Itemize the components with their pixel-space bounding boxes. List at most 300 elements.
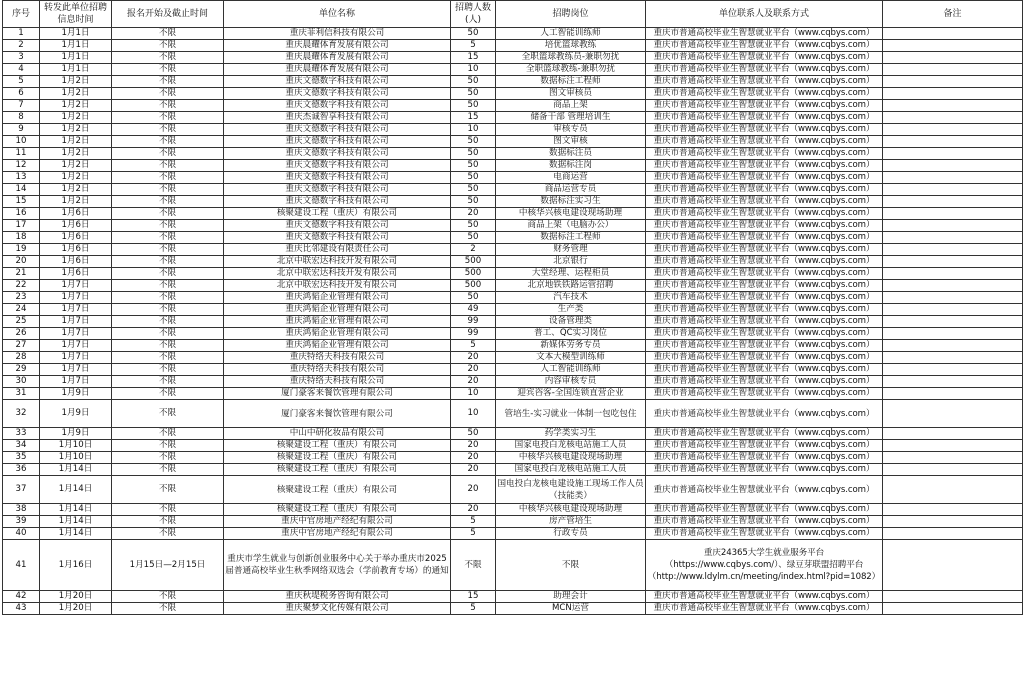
cell-position: 储备干部 管理培训生 — [496, 112, 646, 124]
cell-company: 核聚建设工程（重庆）有限公司 — [224, 464, 451, 476]
cell-signup-period: 不限 — [112, 40, 224, 52]
cell-forward-date: 1月2日 — [40, 172, 112, 184]
table-row — [3, 376, 1023, 388]
cell-contact: 重庆市普通高校毕业生智慧就业平台（www.cqbys.com） — [646, 603, 883, 615]
cell-signup-period: 不限 — [112, 388, 224, 400]
cell-seq: 11 — [3, 148, 40, 160]
cell-forward-date: 1月7日 — [40, 352, 112, 364]
cell-contact: 重庆24365大学生就业服务平台（https://www.cqbys.com/）、绿豆芽联盟招聘平台（http://www.ldylm.cn/meeting/index.html?pid=1082） — [646, 540, 883, 591]
cell-note — [883, 603, 1023, 615]
cell-company: 重庆中官房地产经纪有限公司 — [224, 528, 451, 540]
cell-company: 重庆特络夫科技有限公司 — [224, 364, 451, 376]
table-row — [3, 52, 1023, 64]
cell-count: 20 — [451, 352, 496, 364]
table-row — [3, 440, 1023, 452]
cell-note — [883, 160, 1023, 172]
cell-seq: 16 — [3, 208, 40, 220]
cell-note — [883, 516, 1023, 528]
cell-position: 商品运营专员 — [496, 184, 646, 196]
table-row — [3, 352, 1023, 364]
cell-forward-date: 1月1日 — [40, 52, 112, 64]
cell-position: 设备管理类 — [496, 316, 646, 328]
cell-position: 中核华兴核电建设现场助理 — [496, 452, 646, 464]
cell-count: 50 — [451, 148, 496, 160]
cell-company: 重庆特络夫科技有限公司 — [224, 376, 451, 388]
cell-seq: 22 — [3, 280, 40, 292]
cell-note — [883, 440, 1023, 452]
cell-note — [883, 528, 1023, 540]
cell-position: 图文审核 — [496, 136, 646, 148]
cell-company: 重庆文德数字科技有限公司 — [224, 196, 451, 208]
cell-seq: 2 — [3, 40, 40, 52]
cell-position: 人工智能训练师 — [496, 28, 646, 40]
cell-seq: 7 — [3, 100, 40, 112]
cell-note — [883, 388, 1023, 400]
cell-seq: 29 — [3, 364, 40, 376]
cell-forward-date: 1月9日 — [40, 400, 112, 428]
cell-signup-period: 不限 — [112, 316, 224, 328]
table-row — [3, 88, 1023, 100]
cell-company: 重庆鸿韬企业管理有限公司 — [224, 316, 451, 328]
cell-note — [883, 256, 1023, 268]
cell-note — [883, 124, 1023, 136]
table-row — [3, 316, 1023, 328]
cell-count: 50 — [451, 88, 496, 100]
cell-signup-period: 不限 — [112, 400, 224, 428]
table-row — [3, 428, 1023, 440]
table-row — [3, 476, 1023, 504]
cell-company: 重庆文德数字科技有限公司 — [224, 148, 451, 160]
cell-signup-period: 不限 — [112, 244, 224, 256]
cell-signup-period: 不限 — [112, 220, 224, 232]
cell-count: 20 — [451, 440, 496, 452]
table-row — [3, 540, 1023, 591]
cell-forward-date: 1月14日 — [40, 528, 112, 540]
header-row — [3, 1, 1023, 28]
cell-signup-period: 不限 — [112, 208, 224, 220]
cell-seq: 20 — [3, 256, 40, 268]
cell-forward-date: 1月9日 — [40, 388, 112, 400]
cell-signup-period: 不限 — [112, 64, 224, 76]
cell-note — [883, 340, 1023, 352]
cell-contact: 重庆市普通高校毕业生智慧就业平台（www.cqbys.com） — [646, 268, 883, 280]
cell-forward-date: 1月16日 — [40, 540, 112, 591]
cell-contact: 重庆市普通高校毕业生智慧就业平台（www.cqbys.com） — [646, 440, 883, 452]
cell-seq: 3 — [3, 52, 40, 64]
cell-contact: 重庆市普通高校毕业生智慧就业平台（www.cqbys.com） — [646, 28, 883, 40]
recruitment-table — [2, 0, 1023, 615]
cell-signup-period: 不限 — [112, 268, 224, 280]
cell-count: 500 — [451, 268, 496, 280]
cell-contact: 重庆市普通高校毕业生智慧就业平台（www.cqbys.com） — [646, 196, 883, 208]
cell-contact: 重庆市普通高校毕业生智慧就业平台（www.cqbys.com） — [646, 40, 883, 52]
cell-count: 2 — [451, 244, 496, 256]
cell-seq: 21 — [3, 268, 40, 280]
cell-count: 不限 — [451, 540, 496, 591]
cell-forward-date: 1月7日 — [40, 280, 112, 292]
cell-count: 15 — [451, 112, 496, 124]
header-position: 招聘岗位 — [496, 1, 646, 28]
cell-position: 生产类 — [496, 304, 646, 316]
cell-count: 10 — [451, 124, 496, 136]
table-row — [3, 64, 1023, 76]
cell-forward-date: 1月6日 — [40, 208, 112, 220]
cell-note — [883, 76, 1023, 88]
cell-company: 重庆晨耀体育发展有限公司 — [224, 52, 451, 64]
cell-seq: 38 — [3, 504, 40, 516]
cell-count: 50 — [451, 172, 496, 184]
cell-position: 中核华兴核电建设现场助理 — [496, 208, 646, 220]
cell-forward-date: 1月14日 — [40, 476, 112, 504]
cell-contact: 重庆市普通高校毕业生智慧就业平台（www.cqbys.com） — [646, 136, 883, 148]
cell-position: 普工、QC实习岗位 — [496, 328, 646, 340]
cell-seq: 8 — [3, 112, 40, 124]
cell-forward-date: 1月2日 — [40, 112, 112, 124]
cell-forward-date: 1月14日 — [40, 504, 112, 516]
cell-forward-date: 1月7日 — [40, 328, 112, 340]
cell-seq: 18 — [3, 232, 40, 244]
cell-forward-date: 1月6日 — [40, 256, 112, 268]
table-row — [3, 124, 1023, 136]
cell-note — [883, 52, 1023, 64]
cell-signup-period: 不限 — [112, 516, 224, 528]
cell-contact: 重庆市普通高校毕业生智慧就业平台（www.cqbys.com） — [646, 232, 883, 244]
table-row — [3, 304, 1023, 316]
cell-signup-period: 不限 — [112, 340, 224, 352]
cell-forward-date: 1月6日 — [40, 268, 112, 280]
cell-seq: 27 — [3, 340, 40, 352]
cell-forward-date: 1月10日 — [40, 452, 112, 464]
cell-count: 20 — [451, 364, 496, 376]
cell-note — [883, 464, 1023, 476]
cell-position: 审核专员 — [496, 124, 646, 136]
cell-company: 重庆鸿韬企业管理有限公司 — [224, 292, 451, 304]
cell-note — [883, 292, 1023, 304]
cell-company: 重庆文德数字科技有限公司 — [224, 136, 451, 148]
cell-company: 北京中联宏达科技开发有限公司 — [224, 280, 451, 292]
cell-seq: 12 — [3, 160, 40, 172]
table-row — [3, 160, 1023, 172]
cell-contact: 重庆市普通高校毕业生智慧就业平台（www.cqbys.com） — [646, 184, 883, 196]
cell-forward-date: 1月7日 — [40, 304, 112, 316]
cell-contact: 重庆市普通高校毕业生智慧就业平台（www.cqbys.com） — [646, 256, 883, 268]
cell-position: 不限 — [496, 540, 646, 591]
cell-count: 10 — [451, 64, 496, 76]
cell-note — [883, 172, 1023, 184]
table-row — [3, 292, 1023, 304]
cell-signup-period: 不限 — [112, 280, 224, 292]
cell-position: 全职篮球教练员-兼职勿扰 — [496, 52, 646, 64]
cell-signup-period: 不限 — [112, 304, 224, 316]
cell-contact: 重庆市普通高校毕业生智慧就业平台（www.cqbys.com） — [646, 112, 883, 124]
cell-signup-period: 不限 — [112, 124, 224, 136]
cell-count: 5 — [451, 603, 496, 615]
cell-seq: 40 — [3, 528, 40, 540]
cell-signup-period: 不限 — [112, 100, 224, 112]
cell-contact: 重庆市普通高校毕业生智慧就业平台（www.cqbys.com） — [646, 172, 883, 184]
cell-contact: 重庆市普通高校毕业生智慧就业平台（www.cqbys.com） — [646, 76, 883, 88]
cell-contact: 重庆市普通高校毕业生智慧就业平台（www.cqbys.com） — [646, 124, 883, 136]
cell-note — [883, 352, 1023, 364]
cell-position: 汽车技术 — [496, 292, 646, 304]
table-row — [3, 528, 1023, 540]
cell-contact: 重庆市普通高校毕业生智慧就业平台（www.cqbys.com） — [646, 340, 883, 352]
cell-seq: 35 — [3, 452, 40, 464]
cell-company: 重庆鸿韬企业管理有限公司 — [224, 340, 451, 352]
cell-note — [883, 400, 1023, 428]
cell-seq: 36 — [3, 464, 40, 476]
cell-note — [883, 304, 1023, 316]
cell-position: 电商运营 — [496, 172, 646, 184]
cell-contact: 重庆市普通高校毕业生智慧就业平台（www.cqbys.com） — [646, 148, 883, 160]
cell-company: 重庆文德数字科技有限公司 — [224, 232, 451, 244]
cell-company: 重庆杰诚智享科技有限公司 — [224, 112, 451, 124]
cell-seq: 10 — [3, 136, 40, 148]
cell-note — [883, 316, 1023, 328]
cell-seq: 6 — [3, 88, 40, 100]
cell-forward-date: 1月9日 — [40, 428, 112, 440]
cell-forward-date: 1月20日 — [40, 591, 112, 603]
cell-contact: 重庆市普通高校毕业生智慧就业平台（www.cqbys.com） — [646, 388, 883, 400]
cell-signup-period: 不限 — [112, 328, 224, 340]
table-row — [3, 256, 1023, 268]
table-row — [3, 603, 1023, 615]
cell-company: 厦门豪客来餐饮管理有限公司 — [224, 400, 451, 428]
cell-signup-period: 不限 — [112, 440, 224, 452]
cell-count: 5 — [451, 528, 496, 540]
cell-count: 15 — [451, 591, 496, 603]
table-row — [3, 232, 1023, 244]
cell-signup-period: 不限 — [112, 184, 224, 196]
cell-company: 重庆文德数字科技有限公司 — [224, 124, 451, 136]
cell-forward-date: 1月2日 — [40, 136, 112, 148]
cell-seq: 34 — [3, 440, 40, 452]
cell-position: 内容审核专员 — [496, 376, 646, 388]
cell-forward-date: 1月2日 — [40, 88, 112, 100]
cell-count: 20 — [451, 452, 496, 464]
cell-count: 50 — [451, 292, 496, 304]
cell-contact: 重庆市普通高校毕业生智慧就业平台（www.cqbys.com） — [646, 591, 883, 603]
cell-contact: 重庆市普通高校毕业生智慧就业平台（www.cqbys.com） — [646, 476, 883, 504]
cell-note — [883, 184, 1023, 196]
cell-forward-date: 1月2日 — [40, 76, 112, 88]
table-row — [3, 136, 1023, 148]
cell-signup-period: 不限 — [112, 504, 224, 516]
cell-contact: 重庆市普通高校毕业生智慧就业平台（www.cqbys.com） — [646, 516, 883, 528]
cell-company: 重庆文德数字科技有限公司 — [224, 76, 451, 88]
table-row — [3, 364, 1023, 376]
cell-seq: 17 — [3, 220, 40, 232]
cell-company: 重庆鸿韬企业管理有限公司 — [224, 304, 451, 316]
cell-count: 50 — [451, 100, 496, 112]
cell-note — [883, 136, 1023, 148]
cell-position: 国电投白龙核电建设施工现场工作人员（技能类） — [496, 476, 646, 504]
cell-seq: 23 — [3, 292, 40, 304]
cell-signup-period: 不限 — [112, 528, 224, 540]
table-row — [3, 464, 1023, 476]
cell-count: 50 — [451, 76, 496, 88]
cell-company: 重庆市学生就业与创新创业服务中心关于举办重庆市2025届普通高校毕业生秋季网络双选会（学前教育专场）的通知 — [224, 540, 451, 591]
cell-signup-period: 不限 — [112, 452, 224, 464]
cell-note — [883, 244, 1023, 256]
table-row — [3, 148, 1023, 160]
cell-company: 重庆鸿韬企业管理有限公司 — [224, 328, 451, 340]
cell-signup-period: 不限 — [112, 88, 224, 100]
cell-company: 中山中研化妆品有限公司 — [224, 428, 451, 440]
cell-note — [883, 28, 1023, 40]
cell-position: 图文审核员 — [496, 88, 646, 100]
cell-position: 数据标注岗 — [496, 160, 646, 172]
cell-contact: 重庆市普通高校毕业生智慧就业平台（www.cqbys.com） — [646, 52, 883, 64]
cell-signup-period: 不限 — [112, 364, 224, 376]
table-row — [3, 388, 1023, 400]
cell-seq: 39 — [3, 516, 40, 528]
cell-note — [883, 112, 1023, 124]
cell-note — [883, 364, 1023, 376]
cell-count: 50 — [451, 232, 496, 244]
cell-note — [883, 196, 1023, 208]
cell-position: 管培生-实习就业一体制一包吃包住 — [496, 400, 646, 428]
cell-position: 全职篮球教练-兼职勿扰 — [496, 64, 646, 76]
cell-signup-period: 不限 — [112, 591, 224, 603]
cell-count: 5 — [451, 340, 496, 352]
cell-forward-date: 1月7日 — [40, 364, 112, 376]
cell-forward-date: 1月2日 — [40, 100, 112, 112]
table-row — [3, 208, 1023, 220]
header-contact: 单位联系人及联系方式 — [646, 1, 883, 28]
cell-contact: 重庆市普通高校毕业生智慧就业平台（www.cqbys.com） — [646, 364, 883, 376]
cell-signup-period: 不限 — [112, 136, 224, 148]
table-row — [3, 244, 1023, 256]
cell-position: MCN运营 — [496, 603, 646, 615]
cell-contact: 重庆市普通高校毕业生智慧就业平台（www.cqbys.com） — [646, 328, 883, 340]
cell-position: 商品上架（电脑办公） — [496, 220, 646, 232]
cell-seq: 9 — [3, 124, 40, 136]
cell-company: 核聚建设工程（重庆）有限公司 — [224, 504, 451, 516]
cell-count: 20 — [451, 376, 496, 388]
cell-note — [883, 376, 1023, 388]
cell-company: 重庆晨耀体育发展有限公司 — [224, 40, 451, 52]
cell-count: 50 — [451, 196, 496, 208]
cell-contact: 重庆市普通高校毕业生智慧就业平台（www.cqbys.com） — [646, 100, 883, 112]
cell-forward-date: 1月6日 — [40, 244, 112, 256]
cell-note — [883, 40, 1023, 52]
cell-company: 重庆比邻建设有限责任公司 — [224, 244, 451, 256]
header-signup-period: 报名开始及截止时间 — [112, 1, 224, 28]
cell-company: 北京中联宏达科技开发有限公司 — [224, 256, 451, 268]
cell-company: 核聚建设工程（重庆）有限公司 — [224, 440, 451, 452]
cell-note — [883, 504, 1023, 516]
cell-seq: 33 — [3, 428, 40, 440]
cell-seq: 4 — [3, 64, 40, 76]
cell-company: 重庆晨耀体育发展有限公司 — [224, 64, 451, 76]
cell-signup-period: 不限 — [112, 172, 224, 184]
cell-forward-date: 1月10日 — [40, 440, 112, 452]
cell-note — [883, 220, 1023, 232]
cell-position: 财务管理 — [496, 244, 646, 256]
cell-signup-period: 不限 — [112, 160, 224, 172]
cell-signup-period: 不限 — [112, 376, 224, 388]
cell-count: 99 — [451, 328, 496, 340]
cell-forward-date: 1月1日 — [40, 64, 112, 76]
table-row — [3, 591, 1023, 603]
cell-position: 药学类实习生 — [496, 428, 646, 440]
cell-note — [883, 148, 1023, 160]
table-row — [3, 28, 1023, 40]
table-body — [3, 28, 1023, 615]
cell-signup-period: 不限 — [112, 428, 224, 440]
cell-note — [883, 328, 1023, 340]
cell-signup-period: 不限 — [112, 112, 224, 124]
cell-seq: 42 — [3, 591, 40, 603]
cell-signup-period: 不限 — [112, 28, 224, 40]
cell-company: 核聚建设工程（重庆）有限公司 — [224, 208, 451, 220]
cell-count: 15 — [451, 52, 496, 64]
cell-contact: 重庆市普通高校毕业生智慧就业平台（www.cqbys.com） — [646, 464, 883, 476]
cell-contact: 重庆市普通高校毕业生智慧就业平台（www.cqbys.com） — [646, 280, 883, 292]
table-row — [3, 172, 1023, 184]
cell-count: 20 — [451, 476, 496, 504]
table-row — [3, 100, 1023, 112]
cell-signup-period: 不限 — [112, 196, 224, 208]
cell-company: 核聚建设工程（重庆）有限公司 — [224, 476, 451, 504]
cell-forward-date: 1月2日 — [40, 160, 112, 172]
cell-company: 重庆特络夫科技有限公司 — [224, 352, 451, 364]
cell-note — [883, 280, 1023, 292]
cell-note — [883, 540, 1023, 591]
cell-position: 迎宾咨客-全国连锁直营企业 — [496, 388, 646, 400]
cell-company: 北京中联宏达科技开发有限公司 — [224, 268, 451, 280]
cell-count: 99 — [451, 316, 496, 328]
cell-position: 文本大模型训练师 — [496, 352, 646, 364]
header-forward-time: 转发此单位招聘信息时间 — [40, 1, 112, 28]
cell-seq: 43 — [3, 603, 40, 615]
cell-seq: 25 — [3, 316, 40, 328]
cell-contact: 重庆市普通高校毕业生智慧就业平台（www.cqbys.com） — [646, 528, 883, 540]
cell-count: 20 — [451, 504, 496, 516]
cell-forward-date: 1月6日 — [40, 220, 112, 232]
cell-contact: 重庆市普通高校毕业生智慧就业平台（www.cqbys.com） — [646, 220, 883, 232]
cell-position: 数据标注工程师 — [496, 76, 646, 88]
cell-forward-date: 1月2日 — [40, 184, 112, 196]
cell-seq: 30 — [3, 376, 40, 388]
cell-count: 50 — [451, 160, 496, 172]
cell-count: 49 — [451, 304, 496, 316]
cell-count: 5 — [451, 516, 496, 528]
cell-company: 重庆菲利信科技有限公司 — [224, 28, 451, 40]
cell-signup-period: 不限 — [112, 76, 224, 88]
cell-signup-period: 不限 — [112, 52, 224, 64]
cell-seq: 24 — [3, 304, 40, 316]
table-row — [3, 452, 1023, 464]
cell-signup-period: 不限 — [112, 292, 224, 304]
cell-position: 国家电投白龙核电站施工人员 — [496, 464, 646, 476]
cell-position: 数据标注员 — [496, 148, 646, 160]
cell-signup-period: 1月15日—2月15日 — [112, 540, 224, 591]
cell-signup-period: 不限 — [112, 464, 224, 476]
cell-company: 重庆秋堤税务咨询有限公司 — [224, 591, 451, 603]
cell-contact: 重庆市普通高校毕业生智慧就业平台（www.cqbys.com） — [646, 88, 883, 100]
cell-count: 500 — [451, 280, 496, 292]
table-row — [3, 220, 1023, 232]
table-row — [3, 40, 1023, 52]
table-row — [3, 196, 1023, 208]
cell-seq: 26 — [3, 328, 40, 340]
cell-note — [883, 591, 1023, 603]
header-company: 单位名称 — [224, 1, 451, 28]
cell-company: 重庆文德数字科技有限公司 — [224, 88, 451, 100]
cell-forward-date: 1月20日 — [40, 603, 112, 615]
